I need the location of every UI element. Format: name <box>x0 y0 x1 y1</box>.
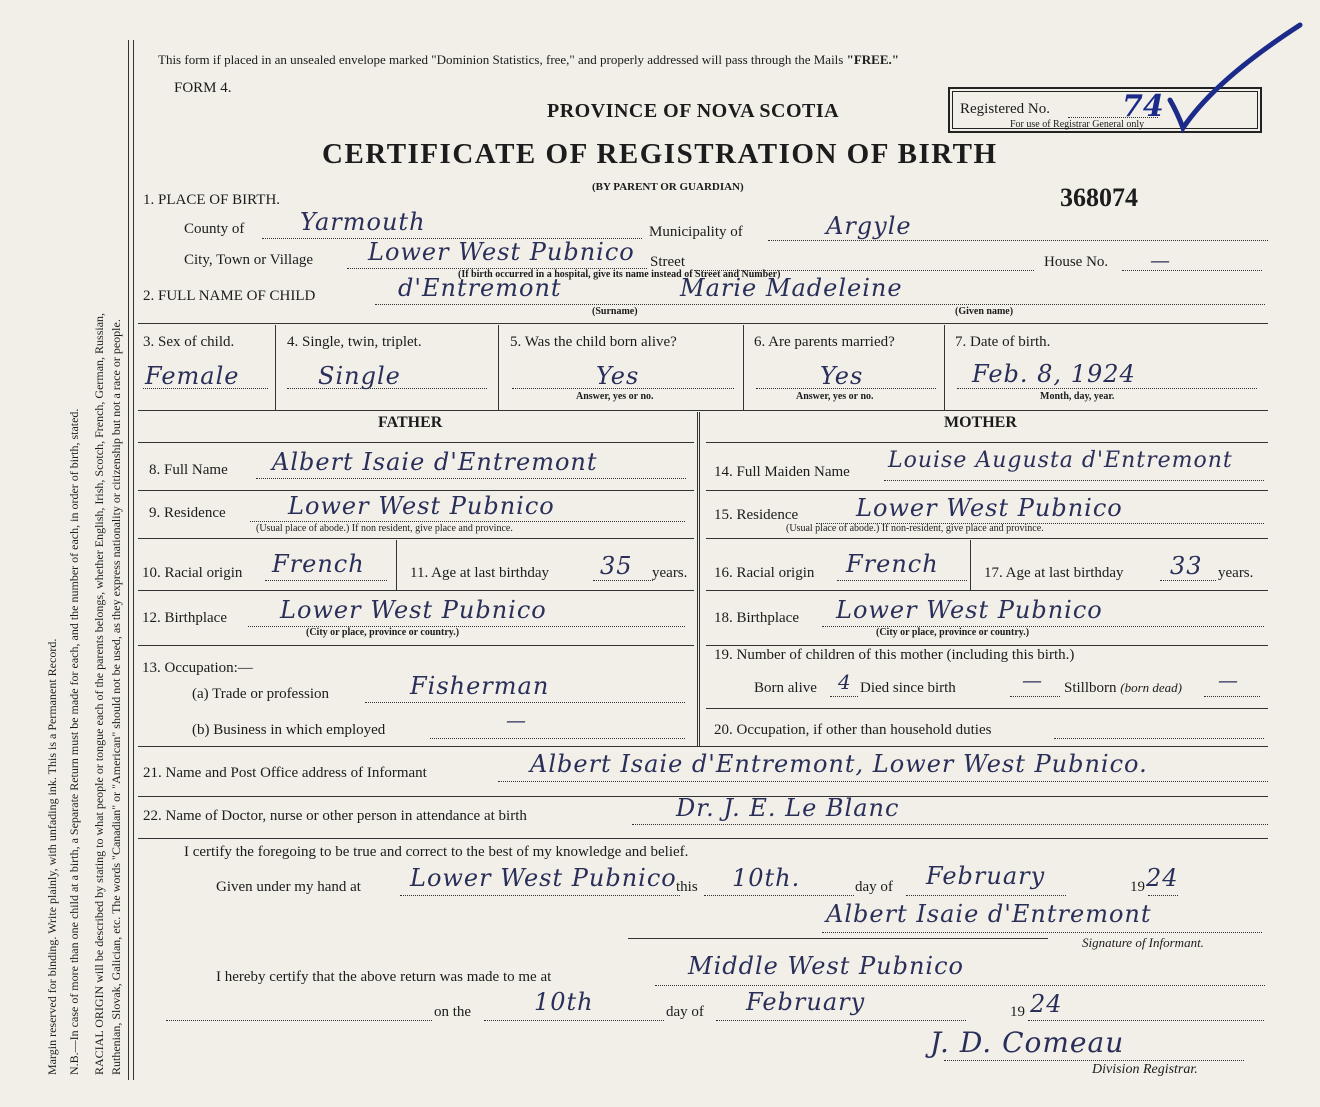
father-residence-line <box>250 521 685 522</box>
house-line <box>1122 270 1262 271</box>
died-since-birth-label: Died since birth <box>860 680 956 696</box>
mail-notice: This form if placed in an unsealed envelope marked "Dominion Statistics, free," and properly addressed will pass through the Mails "FREE." <box>158 52 899 67</box>
dob-line <box>957 388 1257 389</box>
surname-caption: (Surname) <box>592 306 638 317</box>
stillborn-value: — <box>1218 668 1239 692</box>
registrar-day-line <box>484 1020 664 1021</box>
street-note: (If birth occurred in a hospital, give its name instead of Street and Number) <box>458 269 781 280</box>
child-surname: d'Entremont <box>398 274 562 302</box>
registrar-signature-line <box>944 1060 1244 1061</box>
child-name-label: 2. FULL NAME OF CHILD <box>143 288 316 304</box>
mother-rule-3 <box>706 538 1268 539</box>
this-label: this <box>676 879 698 895</box>
mother-occupation-line <box>1054 738 1264 739</box>
stillborn-note: (born dead) <box>1120 680 1183 695</box>
father-racial-divider <box>396 540 397 590</box>
father-residence-value: Lower West Pubnico <box>288 492 555 520</box>
stillborn-line <box>1204 696 1260 697</box>
informant-signature-caption: Signature of Informant. <box>1082 935 1204 950</box>
certify-day-of-label: day of <box>855 879 893 895</box>
born-alive-question: 5. Was the child born alive? <box>510 334 677 350</box>
margin-note-multiple-births: N.B.—In case of more than one child at a birth, a Separate Return must be made for each, and the number of each, in order of birth, stated. <box>67 408 81 1075</box>
row3-divider-1 <box>275 325 276 410</box>
mother-rule-5 <box>706 645 1268 646</box>
mother-age-unit: years. <box>1218 565 1254 581</box>
registrar-year-line <box>1028 1020 1264 1021</box>
informant-value: Albert Isaie d'Entremont, Lower West Pubnico. <box>530 750 1148 778</box>
registrar-use-note: For use of Registrar General only <box>1010 119 1145 130</box>
parents-married-answer: Yes <box>820 362 864 390</box>
father-racial-line <box>265 580 387 581</box>
dob-caption: Month, day, year. <box>1040 391 1115 402</box>
mother-racial-label: 16. Racial origin <box>714 565 815 581</box>
child-name-line <box>375 304 1265 305</box>
certify-year-prefix: 19 <box>1130 879 1145 895</box>
certify-year-value: 24 <box>1146 864 1179 892</box>
check-mark-icon <box>1165 20 1305 140</box>
registrar-day-value: 10th <box>534 988 594 1016</box>
mother-residence-caption: (Usual place of abode.) If non-resident, give place and province. <box>786 523 1044 534</box>
municipality-label: Municipality of <box>649 224 743 240</box>
father-birthplace-label: 12. Birthplace <box>142 610 227 626</box>
registrar-year-value: 24 <box>1030 990 1063 1018</box>
died-since-birth-value: — <box>1022 668 1043 692</box>
father-rule-4 <box>138 590 694 591</box>
born-alive-count-value: 4 <box>838 670 852 694</box>
informant-signature-line <box>822 932 1262 933</box>
born-alive-count-line <box>830 696 858 697</box>
given-under-hand-label: Given under my hand at <box>216 879 361 895</box>
father-name-line <box>256 478 686 479</box>
parents-married-question: 6. Are parents married? <box>754 334 895 350</box>
registrar-signature: J. D. Comeau <box>930 1026 1125 1059</box>
province-heading: PROVINCE OF NOVA SCOTIA <box>547 100 840 122</box>
county-value: Yarmouth <box>300 208 426 236</box>
center-divider <box>697 412 700 746</box>
registered-value: 74 <box>1122 89 1164 124</box>
sex-label: 3. Sex of child. <box>143 334 235 350</box>
stillborn-text: Stillborn <box>1064 680 1117 696</box>
father-age-unit: years. <box>652 565 688 581</box>
child-given-name: Marie Madeleine <box>680 274 903 302</box>
mother-birthplace-label: 18. Birthplace <box>714 610 799 626</box>
business-label: (b) Business in which employed <box>192 722 386 738</box>
plurality-value: Single <box>318 362 401 390</box>
city-value: Lower West Pubnico <box>368 238 635 266</box>
business-line <box>430 738 685 739</box>
row3-top-rule <box>138 323 1268 324</box>
father-name-value: Albert Isaie d'Entremont <box>272 448 598 476</box>
mother-occupation-label: 20. Occupation, if other than household duties <box>714 722 992 738</box>
municipality-value: Argyle <box>826 212 912 240</box>
father-age-value: 35 <box>600 552 633 580</box>
father-rule-3 <box>138 538 694 539</box>
registrar-statement: I hereby certify that the above return was made to me at <box>216 969 552 985</box>
trade-label: (a) Trade or profession <box>192 686 330 702</box>
business-value: — <box>506 708 527 732</box>
given-place-line <box>400 895 680 896</box>
doctor-rule <box>138 838 1268 839</box>
margin-border-inner <box>133 40 134 1080</box>
father-rule-5 <box>138 645 694 646</box>
certificate-number: 368074 <box>1060 183 1138 212</box>
panels-bottom-rule <box>138 746 1268 747</box>
mother-name-label: 14. Full Maiden Name <box>714 464 850 480</box>
doctor-label: 22. Name of Doctor, nurse or other person in attendance at birth <box>143 808 527 824</box>
mother-name-line <box>884 480 1264 481</box>
father-rule-1 <box>138 442 694 443</box>
mother-name-value: Louise Augusta d'Entremont <box>888 448 1233 473</box>
certify-month-line <box>906 895 1066 896</box>
mother-rule-2 <box>706 490 1268 491</box>
mother-rule-1 <box>706 442 1268 443</box>
mother-rule-6 <box>706 708 1268 709</box>
stillborn-label <box>1064 680 1182 697</box>
mother-residence-label: 15. Residence <box>714 507 799 523</box>
mother-rule-4 <box>706 590 1268 591</box>
certify-statement: I certify the foregoing to be true and correct to the best of my knowledge and belief. <box>184 844 689 860</box>
street-label: Street <box>650 254 685 270</box>
mother-residence-value: Lower West Pubnico <box>856 494 1123 522</box>
mother-heading: MOTHER <box>944 414 1017 431</box>
municipality-line <box>768 240 1268 241</box>
doctor-line <box>632 824 1268 825</box>
certify-month-value: February <box>926 862 1046 890</box>
registrar-place-line <box>655 985 1265 986</box>
page-subtitle: (BY PARENT OR GUARDIAN) <box>592 181 744 193</box>
page-title: CERTIFICATE OF REGISTRATION OF BIRTH <box>322 138 998 170</box>
children-count-label: 19. Number of children of this mother (including this birth.) <box>714 647 1075 663</box>
certify-year-line <box>1148 895 1178 896</box>
sex-value: Female <box>145 362 240 390</box>
father-heading: FATHER <box>378 414 443 431</box>
house-value: — <box>1150 248 1171 272</box>
margin-border <box>128 40 129 1080</box>
form-number: FORM 4. <box>174 80 232 96</box>
certify-day-line <box>704 895 854 896</box>
trade-line <box>365 702 685 703</box>
registrar-section-rule <box>628 938 1048 939</box>
row3-divider-3 <box>743 325 744 410</box>
margin-note-binding: Margin reserved for binding. Write plainly, with unfading ink. This is a Permanent Record. <box>45 638 59 1075</box>
mother-age-line <box>1160 580 1216 581</box>
registrar-month-value: February <box>746 988 866 1016</box>
registrar-on-label: on the <box>434 1004 472 1020</box>
city-label: City, Town or Village <box>184 252 314 268</box>
given-name-caption: (Given name) <box>955 306 1014 317</box>
parents-married-caption: Answer, yes or no. <box>796 391 874 402</box>
mother-racial-line <box>837 580 967 581</box>
row3-divider-4 <box>944 325 945 410</box>
registrar-year-prefix: 19 <box>1010 1004 1025 1020</box>
father-racial-label: 10. Racial origin <box>142 565 243 581</box>
place-of-birth-label: 1. PLACE OF BIRTH. <box>143 192 281 208</box>
informant-signature: Albert Isaie d'Entremont <box>826 900 1152 928</box>
margin-note-racial-origin: RACIAL ORIGIN will be described by stating to what people or tongue each of the parents belongs, whether English, Irish, Scotch, French, German, Russian, <box>92 312 106 1075</box>
registrar-place-value: Middle West Pubnico <box>688 952 964 980</box>
father-birthplace-value: Lower West Pubnico <box>280 596 547 624</box>
registered-label: Registered No. <box>960 101 1050 117</box>
mother-age-label: 17. Age at last birthday <box>984 565 1124 581</box>
registrar-caption: Division Registrar. <box>1092 1062 1198 1077</box>
certify-day-value: 10th. <box>732 864 801 892</box>
house-label: House No. <box>1044 254 1109 270</box>
father-residence-caption: (Usual place of abode.) If non resident, give place and province. <box>256 523 513 534</box>
dob-label: 7. Date of birth. <box>955 334 1051 350</box>
born-alive-caption: Answer, yes or no. <box>576 391 654 402</box>
father-residence-label: 9. Residence <box>149 505 226 521</box>
father-rule-2 <box>138 490 694 491</box>
row3-bottom-rule <box>138 410 1268 411</box>
mother-racial-divider <box>970 540 971 590</box>
registrar-month-line <box>716 1020 966 1021</box>
row3-divider-2 <box>498 325 499 410</box>
given-place-value: Lower West Pubnico <box>410 864 677 892</box>
mother-birthplace-value: Lower West Pubnico <box>836 596 1103 624</box>
father-age-label: 11. Age at last birthday <box>410 565 549 581</box>
occupation-label: 13. Occupation:— <box>142 660 253 676</box>
died-since-birth-line <box>1010 696 1060 697</box>
father-name-label: 8. Full Name <box>149 462 228 478</box>
born-alive-count-label: Born alive <box>754 680 817 696</box>
father-racial-value: French <box>272 550 365 578</box>
father-age-line <box>593 580 653 581</box>
doctor-value: Dr. J. E. Le Blanc <box>676 794 900 822</box>
county-label: County of <box>184 221 245 237</box>
informant-line <box>498 781 1268 782</box>
father-birthplace-caption: (City or place, province or country.) <box>306 627 460 638</box>
informant-label: 21. Name and Post Office address of Informant <box>143 765 427 781</box>
registrar-day-of-label: day of <box>666 1004 704 1020</box>
dob-value: Feb. 8, 1924 <box>972 360 1136 388</box>
mother-racial-value: French <box>846 550 939 578</box>
margin-note-racial-origin-cont: Ruthenian, Slovak, Galician, etc. The words "Canadian" or "American" should not be used, as they express nationality or citizenship but not a race or people. <box>109 319 123 1075</box>
registrar-leading-line <box>166 1020 432 1021</box>
trade-value: Fisherman <box>410 672 550 700</box>
born-alive-answer: Yes <box>596 362 640 390</box>
plurality-label: 4. Single, twin, triplet. <box>287 334 422 350</box>
mother-age-value: 33 <box>1170 552 1203 580</box>
mother-birthplace-caption: (City or place, province or country.) <box>876 627 1030 638</box>
